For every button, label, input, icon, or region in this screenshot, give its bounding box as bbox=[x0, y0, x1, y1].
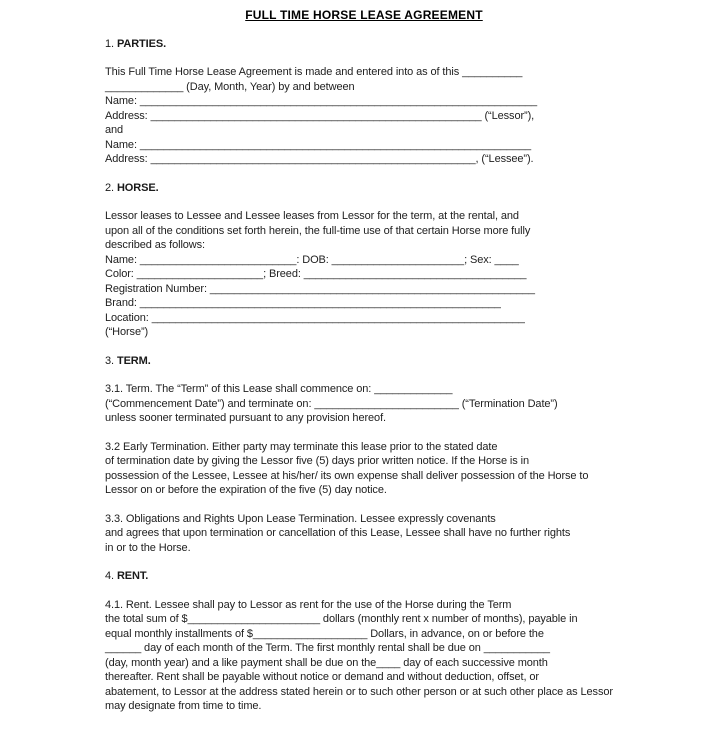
text-line: may designate from time to time. bbox=[105, 700, 262, 712]
text-line: and agrees that upon termination or cancellation of this Lease, Lessee shall have no further rights bbox=[105, 527, 571, 539]
document-title: FULL TIME HORSE LEASE AGREEMENT bbox=[245, 8, 483, 22]
section-heading bbox=[105, 37, 660, 52]
section-label: HORSE. bbox=[116, 181, 159, 194]
text-line: Address: ______________________________________________________, (“Lessee”). bbox=[105, 153, 534, 165]
paragraph bbox=[105, 512, 660, 556]
text-line: Location: ______________________________________________________________ bbox=[105, 311, 525, 324]
text-line: upon all of the conditions set forth herein, the full-time use of that certain Horse more fully bbox=[105, 224, 531, 237]
text-line: (“Horse”) bbox=[105, 326, 149, 338]
section-number: 1. bbox=[105, 37, 114, 50]
section-number: 3. bbox=[105, 354, 114, 367]
section-label: RENT. bbox=[116, 570, 149, 582]
section-heading bbox=[105, 569, 660, 584]
text-line: 3.1. Term. The “Term” of this Lease shall commence on: _____________ bbox=[105, 383, 453, 395]
text-line: (day, month year) and a like payment shall be due on the____ day of each successive month bbox=[105, 656, 548, 669]
text-line: 4.1. Rent. Lessee shall pay to Lessor as rent for the use of the Horse during the Term bbox=[105, 598, 512, 611]
text-line: ______ day of each month of the Term. The first monthly rental shall be due on ___________ bbox=[105, 642, 550, 654]
paragraph bbox=[105, 209, 660, 340]
text-line: described as follows: bbox=[105, 239, 206, 251]
text-line: in or to the Horse. bbox=[105, 541, 191, 554]
paragraph bbox=[105, 440, 660, 498]
text-line: possession of the Lessee, Lessee at his/her/ its own expense shall deliver possession of the Horse to bbox=[105, 469, 589, 482]
section-number: 2. bbox=[105, 181, 114, 194]
text-line: 3.3. Obligations and Rights Upon Lease Termination. Lessee expressly covenants bbox=[105, 512, 496, 525]
text-line: thereafter. Rent shall be payable without notice or demand and without deduction, offset, or bbox=[105, 671, 539, 683]
text-line: of termination date by giving the Lessor five (5) days prior written notice. If the Horse is in bbox=[105, 455, 529, 467]
text-line: Brand: ____________________________________________________________ bbox=[105, 297, 501, 309]
paragraph bbox=[105, 65, 660, 167]
section-heading bbox=[105, 181, 660, 196]
text-line: Name: __________________________________________________________________ bbox=[105, 95, 538, 107]
text-line: equal monthly installments of $___________________ Dollars, in advance, on or before the bbox=[105, 627, 544, 640]
section-label: TERM. bbox=[116, 354, 151, 367]
text-line: _____________ (Day, Month, Year) by and between bbox=[105, 80, 355, 93]
section-label: PARTIES. bbox=[116, 37, 167, 50]
text-line: (“Commencement Date”) and terminate on: ________________________ (“Termination Date”) bbox=[105, 397, 558, 410]
text-line: This Full Time Horse Lease Agreement is made and entered into as of this __________ bbox=[105, 66, 523, 78]
paragraph bbox=[105, 382, 660, 426]
text-line: Lessor on or before the expiration of the five (5) day notice. bbox=[105, 484, 387, 496]
section-number: 4. bbox=[105, 570, 114, 582]
paragraph bbox=[105, 598, 660, 714]
text-line: abatement, to Lessor at the address stated herein or to such other person or at such other place as Lessor bbox=[105, 685, 613, 698]
text-line: and bbox=[105, 124, 124, 136]
text-line: Address: _______________________________________________________ (“Lessor”), bbox=[105, 109, 535, 122]
text-line: Lessor leases to Lessee and Lessee leases from Lessor for the term, at the rental, and bbox=[105, 210, 519, 222]
text-line: Name: __________________________: DOB: ______________________; Sex: ____ bbox=[105, 253, 519, 266]
text-line: Name: _________________________________________________________________ bbox=[105, 138, 532, 151]
document-body bbox=[0, 37, 728, 714]
text-line: unless sooner terminated pursuant to any provision hereof. bbox=[105, 412, 386, 424]
section-heading bbox=[105, 354, 660, 369]
text-line: 3.2 Early Termination. Either party may terminate this lease prior to the stated date bbox=[105, 440, 498, 453]
text-line: Registration Number: ______________________________________________________ bbox=[105, 282, 535, 295]
text-line: the total sum of $______________________ dollars (monthly rent x number of months), payable in bbox=[105, 613, 578, 625]
text-line: Color: _____________________; Breed: _____________________________________ bbox=[105, 268, 527, 280]
